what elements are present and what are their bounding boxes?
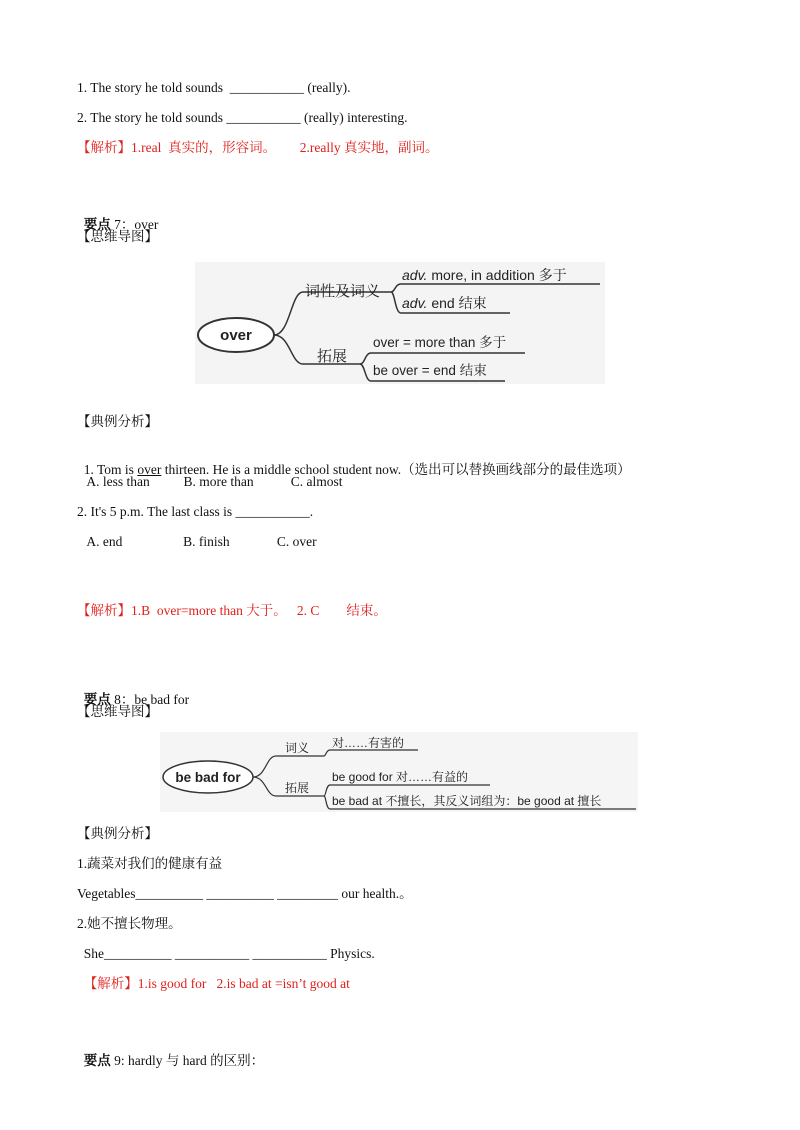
leaf-label: be good for 对……有益的 — [332, 770, 469, 784]
analysis-line: 【解析】1.B over=more than 大于。 2. C 结束。 — [77, 603, 387, 618]
examples-label: 【典例分析】 — [77, 414, 158, 429]
leaf-label: 对……有害的 — [332, 736, 405, 750]
mindmap-over — [195, 262, 605, 384]
heading-text: 9: hardly 与 hard 的区别： — [110, 1053, 265, 1068]
leaf-label: be over = end 结束 — [373, 363, 487, 378]
question-line: She__________ ___________ ___________ Physics. — [77, 946, 375, 961]
question-line: 2.她不擅长物理。 — [77, 916, 182, 931]
branch-label: 词义 — [285, 741, 310, 755]
heading-label: 要点 — [83, 692, 111, 707]
question-text: 1. Tom is — [83, 462, 138, 477]
heading-text: 8：be bad for — [110, 692, 190, 707]
mindmap-label: 【思维导图】 — [77, 229, 158, 244]
leaf-label: adv. end 结束 — [402, 295, 487, 311]
mindmap-be-bad-for — [160, 732, 638, 812]
leaf-label: adv. more, in addition 多于 — [402, 267, 567, 283]
heading-label: 要点 — [83, 1053, 111, 1068]
branch-label: 拓展 — [317, 348, 348, 365]
examples-label: 【典例分析】 — [77, 826, 158, 841]
underlined-word: over — [137, 462, 162, 477]
question-text: thirteen. He is a middle school student now.（选出可以替换画线部分的最佳选项） — [161, 462, 631, 477]
analysis-line: 【解析】1.real 真实的，形容词。 2.really 真实地，副词。 — [77, 140, 439, 155]
question-line: 2. It's 5 p.m. The last class is ___________. — [77, 504, 314, 519]
analysis-line: 【解析】1.is good for 2.is bad at =isn’t good at — [77, 976, 350, 991]
root-label: be bad for — [175, 770, 241, 785]
leaf-label: over = more than 多于 — [373, 335, 507, 350]
root-label: over — [220, 327, 252, 344]
question-line: 1. The story he told sounds ___________ (really). — [77, 80, 351, 95]
question-line: 2. The story he told sounds ___________ (really) interesting. — [77, 110, 408, 125]
heading-text: 7：over — [110, 217, 159, 232]
options-line: A. less than B. more than C. almost — [77, 474, 343, 489]
heading-label: 要点 — [83, 217, 111, 232]
branch-label: 词性及词义 — [305, 283, 381, 300]
question-line: Vegetables__________ __________ _________ our health.。 — [77, 886, 413, 901]
section-heading — [77, 1034, 264, 1070]
question-line: 1.蔬菜对我们的健康有益 — [77, 856, 223, 871]
mindmap-label: 【思维导图】 — [77, 704, 158, 719]
leaf-label: be bad at 不擅长，其反义词组为：be good at 擅长 — [332, 794, 602, 808]
options-line: A. end B. finish C. over — [77, 534, 317, 549]
branch-label: 拓展 — [285, 781, 310, 795]
